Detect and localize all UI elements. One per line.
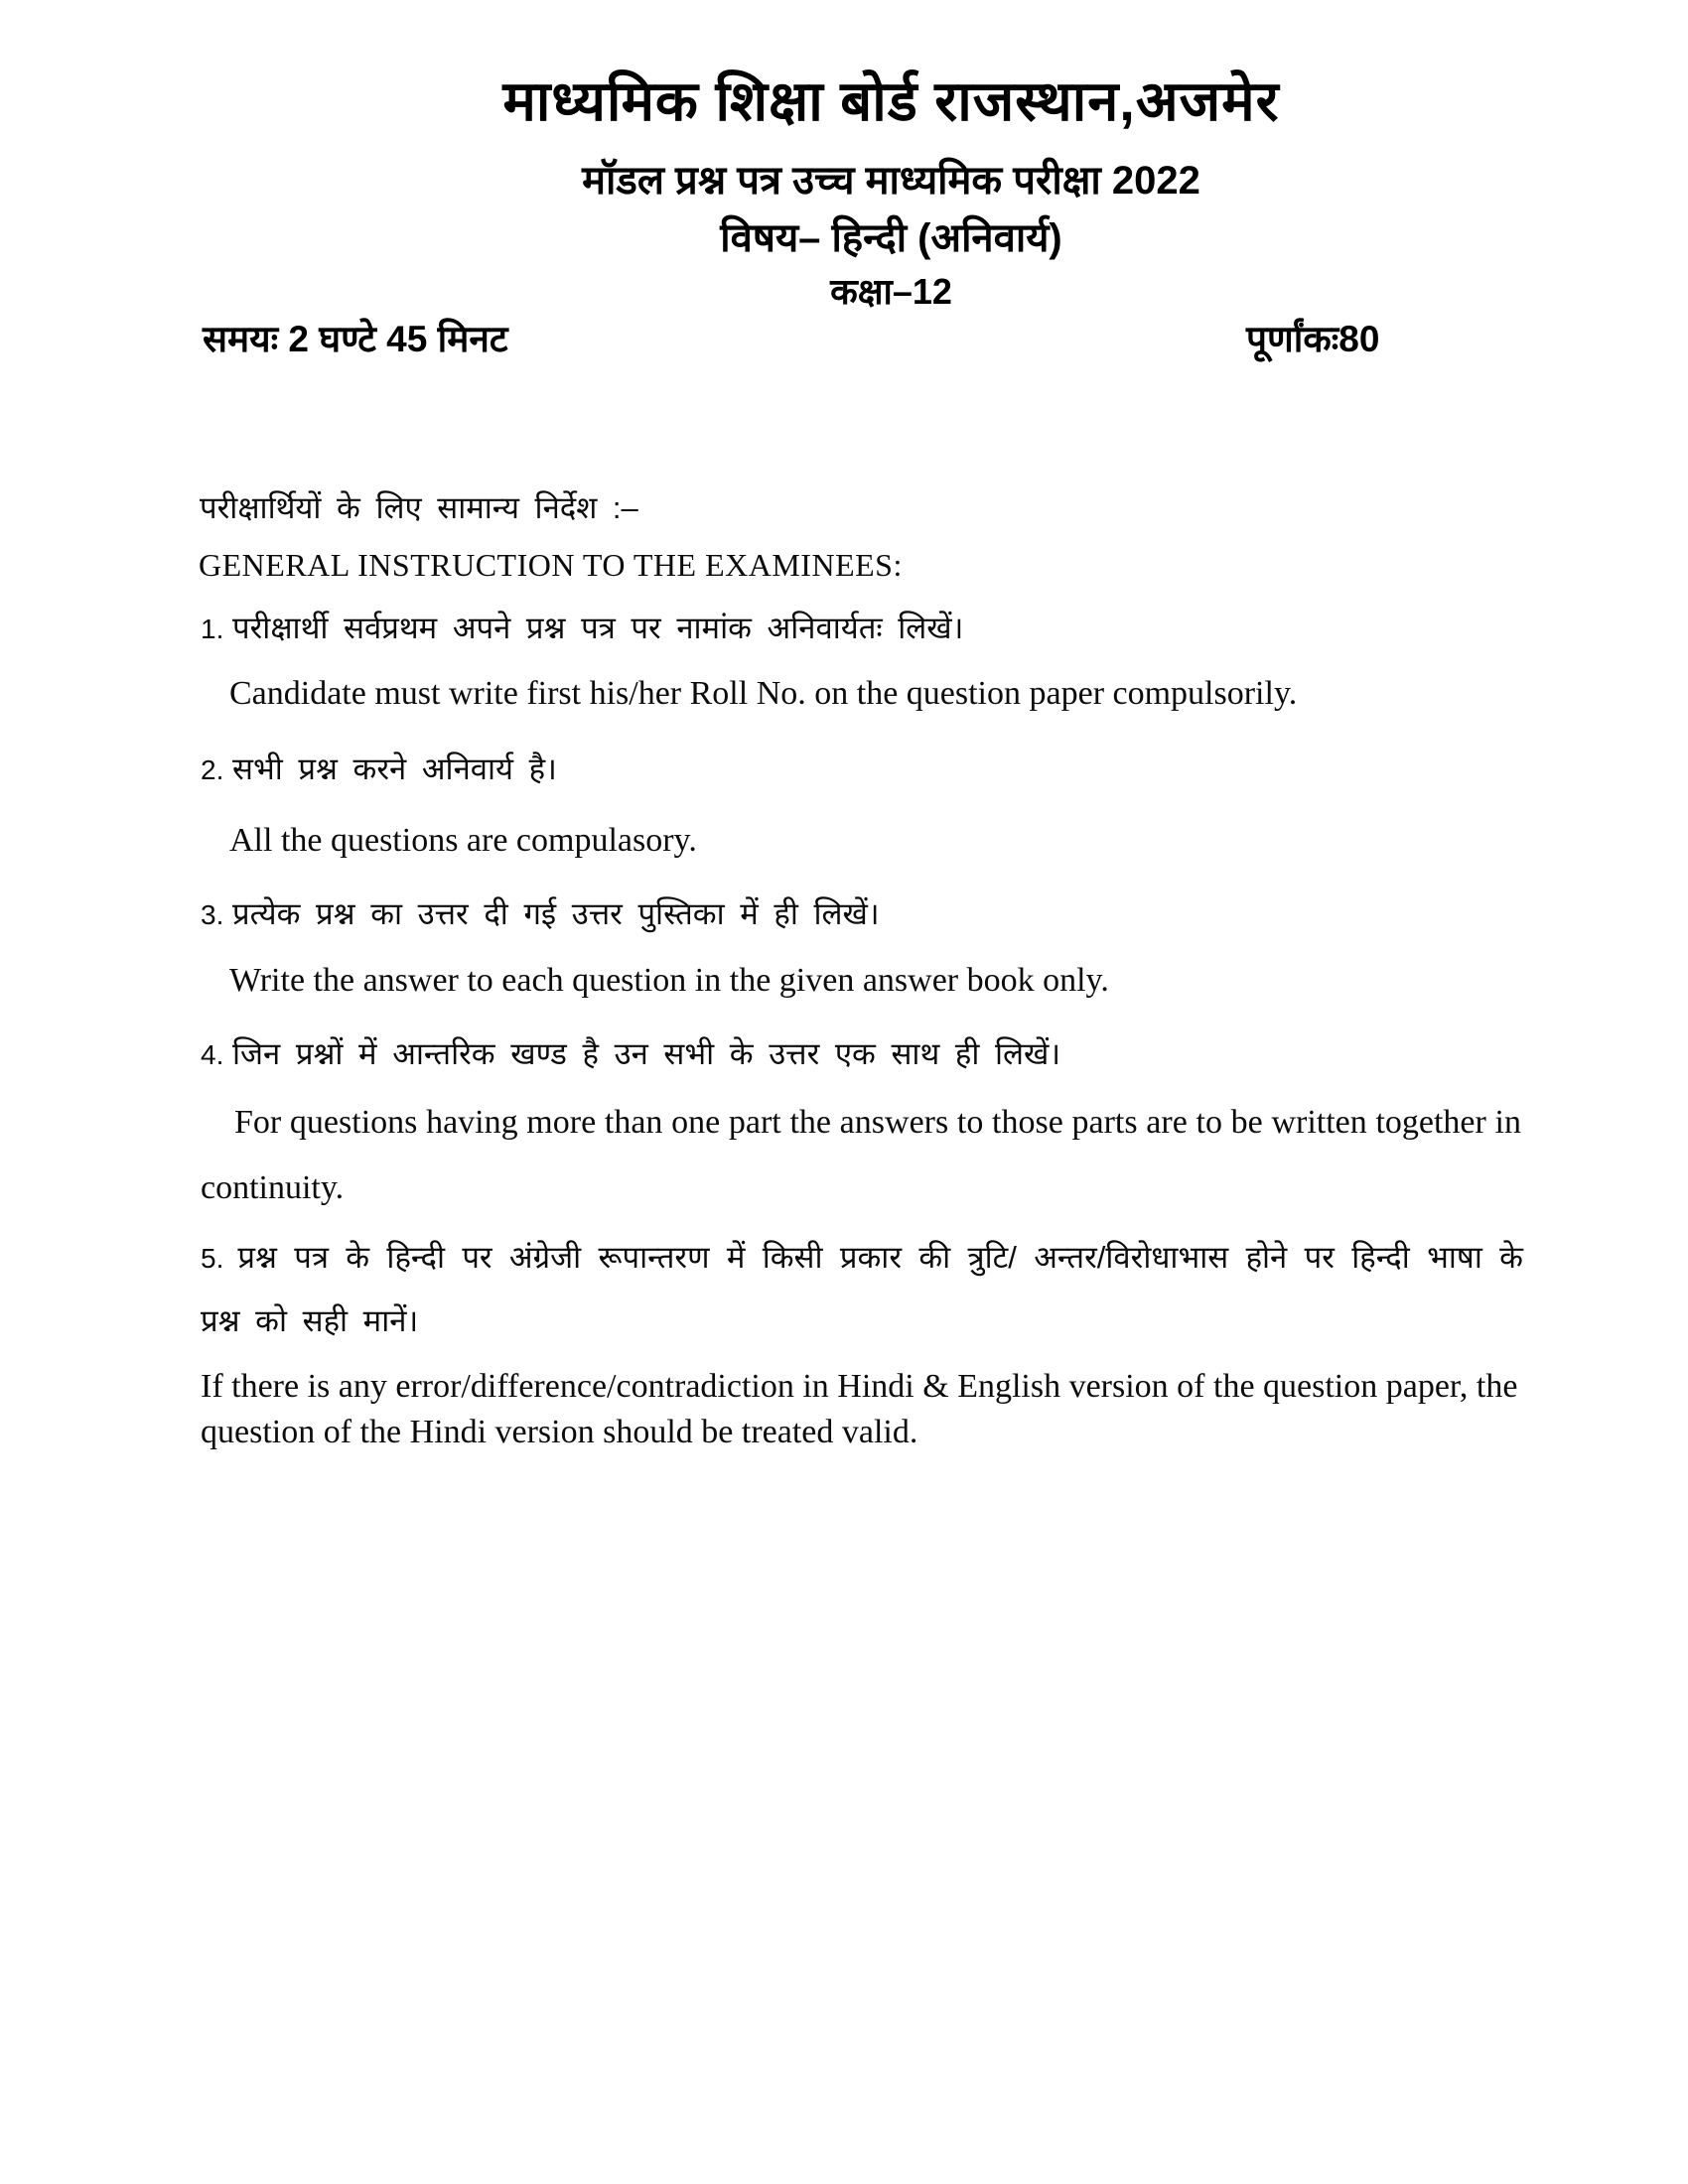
instruction-item-1-text-hindi: परीक्षार्थी सर्वप्रथम अपने प्रश्न पत्र पर नामांक अनिवार्यतः लिखें। [232, 611, 964, 645]
instruction-item-2-text-hindi: सभी प्रश्न करने अनिवार्य है। [232, 751, 557, 786]
instructions-heading-hindi: परीक्षार्थियों के लिए सामान्य निर्देश :– [200, 490, 638, 525]
instruction-item-4-number: 4. [201, 1039, 224, 1070]
paper-title: मॉडल प्रश्न पत्र उच्च माध्यमिक परीक्षा 2022 [582, 159, 1200, 203]
instruction-item-1-hindi [201, 607, 963, 648]
instructions-heading-english: GENERAL INSTRUCTION TO THE EXAMINEES: [199, 547, 903, 583]
instruction-item-3-text-hindi: प्रत्येक प्रश्न का उत्तर दी गई उत्तर पुस्तिका में ही लिखें। [232, 896, 880, 931]
time-allowed: समयः 2 घण्टे 45 मिनट [203, 319, 508, 359]
instruction-item-3-english: Write the answer to each question in the given answer book only. [229, 962, 1109, 999]
instruction-item-1-number: 1. [201, 614, 224, 644]
instruction-item-5-hindi [201, 1226, 1523, 1352]
instruction-item-4-hindi [201, 1032, 1060, 1074]
instruction-item-3-number: 3. [201, 899, 224, 930]
instruction-item-5-number: 5. [201, 1243, 224, 1274]
instruction-item-1-english: Candidate must write first his/her Roll No. on the question paper compulsorily. [229, 675, 1298, 712]
instruction-item-2-english: All the questions are compulasory. [229, 822, 697, 859]
subject-line: विषय– हिन्दी (अनिवार्य) [720, 216, 1062, 260]
error-validity-note-english: If there is any error/difference/contradiction in Hindi & English version of the question paper, the question of the Hindi version should be treated valid. [201, 1368, 1518, 1450]
instruction-item-3-hindi [201, 892, 880, 934]
board-title: माध्यमिक शिक्षा बोर्ड राजस्थान,अजमेर [502, 69, 1280, 132]
instruction-item-4-text-hindi: जिन प्रश्नों में आन्तरिक खण्ड है उन सभी के उत्तर एक साथ ही लिखें। [232, 1036, 1061, 1071]
instruction-item-5-text-hindi: प्रश्न पत्र के हिन्दी पर अंग्रेजी रूपान्तरण में किसी प्रकार की त्रुटि/ अन्तर/विरोधाभास होने पर हिन्दी भाषा के प्रश्न को सही मानें। [201, 1240, 1523, 1338]
instruction-item-2-number: 2. [201, 754, 224, 785]
instruction-item-2-hindi [201, 748, 557, 789]
instruction-item-4-english: For questions having more than one part the answers to those parts are to be written together in continuity. [201, 1104, 1521, 1206]
max-marks: पूर्णांकः80 [1246, 319, 1380, 359]
class-line: कक्षा–12 [830, 271, 952, 312]
